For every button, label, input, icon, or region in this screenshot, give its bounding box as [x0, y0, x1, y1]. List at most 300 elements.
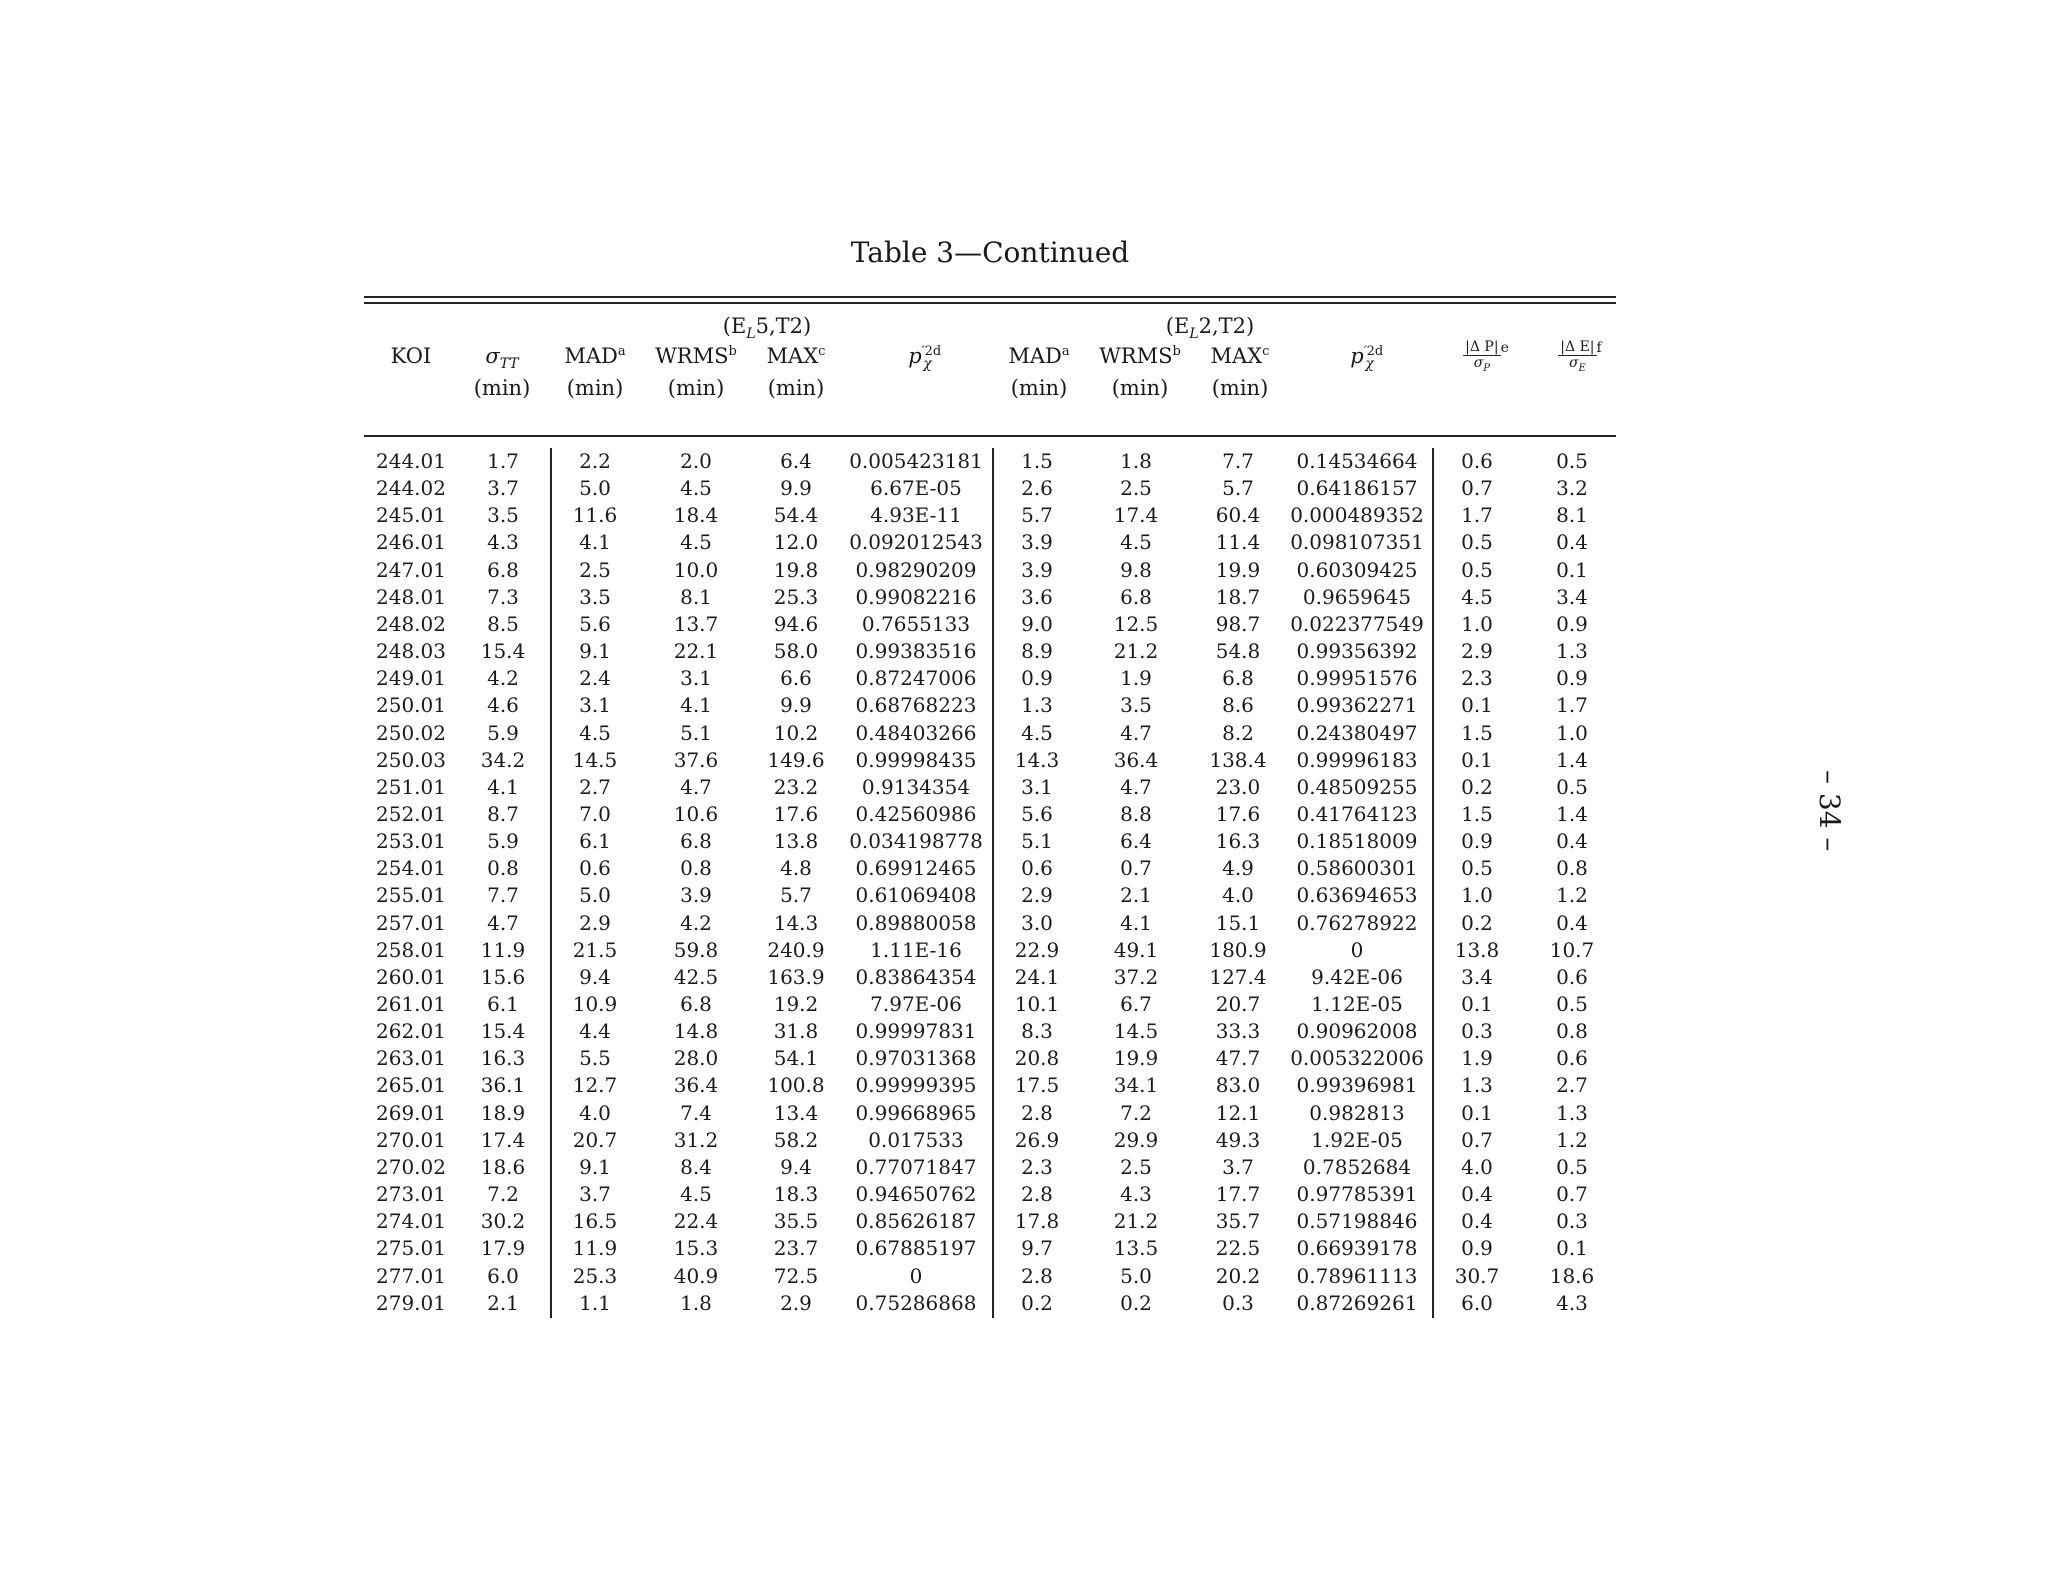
table-cell: 22.1: [673, 639, 719, 664]
table-cell: 4.0: [1222, 883, 1254, 908]
table-cell: 23.2: [773, 774, 819, 799]
table-cell: 248.01: [376, 584, 446, 609]
table-cell: 0.6: [579, 856, 611, 881]
table-cell: 6.8: [1120, 584, 1152, 609]
page-number: – 34 –: [1813, 770, 1846, 852]
table-cell: 30.7: [1454, 1263, 1500, 1288]
table-cell: 9.0: [1021, 611, 1053, 636]
top-rule: [364, 296, 1616, 298]
table-row: [0, 802, 2048, 829]
table-cell: 17.8: [1014, 1209, 1060, 1234]
table-cell: 23.7: [773, 1236, 819, 1261]
table-cell: 14.3: [1014, 747, 1060, 772]
header-max-1: MAX$^c$: [766, 344, 826, 368]
table-cell: 8.5: [487, 611, 519, 636]
table-cell: 5.5: [579, 1046, 611, 1071]
table-cell: 3.1: [680, 666, 712, 691]
table-cell: 16.3: [480, 1046, 526, 1071]
table-cell: 7.97E-06: [870, 992, 962, 1016]
table-cell: 100.8: [767, 1073, 825, 1098]
table-cell: 9.1: [579, 1154, 611, 1179]
table-row: [0, 992, 2048, 1019]
table-cell: 0.6: [1556, 964, 1588, 989]
table-cell: 0.5: [1461, 856, 1493, 881]
table-cell: 255.01: [376, 883, 446, 908]
table-cell: 94.6: [773, 611, 819, 636]
table-cell: 0.87247006: [855, 666, 977, 691]
table-cell: 98.7: [1215, 611, 1261, 636]
table-cell: 0.7: [1556, 1182, 1588, 1207]
table-row: [0, 965, 2048, 992]
table-cell: 0.9: [1556, 666, 1588, 691]
table-cell: 0.6: [1021, 856, 1053, 881]
table-cell: 3.6: [1021, 584, 1053, 609]
table-cell: 4.3: [487, 530, 519, 555]
table-cell: 0.99999395: [855, 1073, 977, 1098]
table-cell: 277.01: [376, 1263, 446, 1288]
table-cell: 0.6: [1461, 449, 1493, 473]
table-cell: 54.1: [773, 1046, 819, 1071]
table-cell: 4.1: [579, 530, 611, 555]
table-cell: 12.0: [773, 530, 819, 555]
table-row: [0, 558, 2048, 585]
table-cell: 58.2: [773, 1127, 819, 1152]
table-cell: 0.9134354: [861, 774, 971, 799]
table-cell: 0.092012543: [849, 530, 983, 555]
table-cell: 19.2: [773, 992, 819, 1016]
table-cell: 0.99997831: [855, 1019, 977, 1044]
table-cell: 8.9: [1021, 639, 1053, 664]
table-row: [0, 1209, 2048, 1236]
table-cell: 0.982813: [1309, 1100, 1405, 1125]
table-cell: 0.99383516: [855, 639, 977, 664]
table-cell: 0.85626187: [855, 1209, 977, 1234]
table-cell: 26.9: [1014, 1127, 1060, 1152]
table-cell: 0.99951576: [1296, 666, 1418, 691]
table-cell: 2.7: [1556, 1073, 1588, 1098]
table-cell: 9.9: [780, 693, 812, 718]
table-cell: 3.7: [487, 476, 519, 501]
table-cell: 10.7: [1549, 937, 1595, 962]
table-cell: 0.4: [1556, 829, 1588, 854]
table-cell: 13.8: [1454, 937, 1500, 962]
table-cell: 40.9: [673, 1263, 719, 1288]
table-cell: 4.2: [487, 666, 519, 691]
table-cell: 0.3: [1222, 1290, 1254, 1315]
table-cell: 3.9: [680, 883, 712, 908]
table-cell: 149.6: [767, 747, 825, 772]
table-cell: 5.6: [579, 611, 611, 636]
table-cell: 0.6: [1556, 1046, 1588, 1071]
table-cell: 9.8: [1120, 557, 1152, 582]
table-cell: 58.0: [773, 639, 819, 664]
table-cell: 6.4: [1120, 829, 1152, 854]
table-row: [0, 1019, 2048, 1046]
table-row: [0, 585, 2048, 612]
table-cell: 2.3: [1461, 666, 1493, 691]
table-cell: 3.2: [1556, 476, 1588, 501]
table-cell: 0.8: [1556, 856, 1588, 881]
table-cell: 37.2: [1113, 964, 1159, 989]
table-cell: 2.9: [780, 1290, 812, 1315]
table-row: [0, 639, 2048, 666]
table-cell: 0.8: [680, 856, 712, 881]
table-cell: 249.01: [376, 666, 446, 691]
table-cell: 2.8: [1021, 1182, 1053, 1207]
table-cell: 0.5: [1461, 530, 1493, 555]
table-cell: 5.0: [579, 476, 611, 501]
table-cell: 1.1: [579, 1290, 611, 1315]
table-cell: 4.5: [1461, 584, 1493, 609]
table-cell: 10.0: [673, 557, 719, 582]
table-cell: 31.8: [773, 1019, 819, 1044]
table-cell: 18.9: [480, 1100, 526, 1125]
table-cell: 5.7: [780, 883, 812, 908]
header-p-chi-1: $p^{'2d}_\chi$: [908, 344, 942, 373]
table-cell: 2.8: [1021, 1100, 1053, 1125]
table-cell: 0.017533: [868, 1127, 964, 1152]
table-cell: 33.3: [1215, 1019, 1261, 1044]
table-cell: 4.5: [680, 476, 712, 501]
table-row: [0, 612, 2048, 639]
table-cell: 35.5: [773, 1209, 819, 1234]
table-cell: 36.4: [1113, 747, 1159, 772]
table-cell: 261.01: [376, 992, 446, 1016]
table-cell: 49.3: [1215, 1127, 1261, 1152]
table-cell: 0.99362271: [1296, 693, 1418, 718]
table-cell: 0.7: [1120, 856, 1152, 881]
table-cell: 0.64186157: [1296, 476, 1418, 501]
table-cell: 12.1: [1215, 1100, 1261, 1125]
table-row: [0, 1073, 2048, 1100]
table-cell: 0.5: [1556, 1154, 1588, 1179]
table-cell: 2.1: [487, 1290, 519, 1315]
table-cell: 54.4: [773, 503, 819, 528]
table-row: [0, 449, 2048, 476]
table-cell: 2.7: [579, 774, 611, 799]
table-cell: 244.02: [376, 476, 446, 501]
table-cell: 6.7: [1120, 992, 1152, 1016]
table-cell: 0.99998435: [855, 747, 977, 772]
table-cell: 3.7: [579, 1182, 611, 1207]
header-wrms-2: WRMS$^b$: [1099, 344, 1181, 368]
header-mad-2: MAD$^a$: [1008, 344, 1070, 368]
table-cell: 60.4: [1215, 503, 1261, 528]
table-cell: 7.2: [1120, 1100, 1152, 1125]
table-cell: 263.01: [376, 1046, 446, 1071]
table-cell: 4.7: [487, 910, 519, 935]
table-row: [0, 938, 2048, 965]
table-cell: 7.2: [487, 1182, 519, 1207]
table-cell: 17.5: [1014, 1073, 1060, 1098]
table-cell: 0.3: [1461, 1019, 1493, 1044]
unit-sigma: (min): [473, 376, 531, 400]
table-cell: 0.098107351: [1290, 530, 1424, 555]
table-cell: 4.5: [680, 1182, 712, 1207]
table-cell: 0: [1350, 937, 1364, 962]
table-cell: 49.1: [1113, 937, 1159, 962]
table-cell: 262.01: [376, 1019, 446, 1044]
table-cell: 1.9: [1461, 1046, 1493, 1071]
table-cell: 0.97785391: [1296, 1182, 1418, 1207]
table-cell: 4.8: [780, 856, 812, 881]
table-cell: 6.0: [487, 1263, 519, 1288]
unit-max-1: (min): [767, 376, 825, 400]
table-cell: 2.9: [1021, 883, 1053, 908]
table-cell: 37.6: [673, 747, 719, 772]
table-cell: 8.8: [1120, 801, 1152, 826]
table-cell: 2.9: [579, 910, 611, 935]
table-cell: 0.97031368: [855, 1046, 977, 1071]
table-cell: 7.3: [487, 584, 519, 609]
table-cell: 4.5: [1120, 530, 1152, 555]
table-cell: 4.2: [680, 910, 712, 935]
table-cell: 8.3: [1021, 1019, 1053, 1044]
table-cell: 4.0: [1461, 1154, 1493, 1179]
table-cell: 1.5: [1021, 449, 1053, 473]
table-cell: 127.4: [1209, 964, 1267, 989]
table-row: [0, 503, 2048, 530]
table-cell: 0.41764123: [1296, 801, 1418, 826]
table-cell: 1.11E-16: [870, 937, 962, 962]
table-cell: 0.7: [1461, 1127, 1493, 1152]
table-cell: 72.5: [773, 1263, 819, 1288]
table-row: [0, 693, 2048, 720]
table-cell: 14.5: [572, 747, 618, 772]
table-cell: 275.01: [376, 1236, 446, 1261]
table-cell: 1.4: [1556, 747, 1588, 772]
table-cell: 83.0: [1215, 1073, 1261, 1098]
table-cell: 0.9: [1556, 611, 1588, 636]
table-cell: 7.7: [487, 883, 519, 908]
table-cell: 0.4: [1556, 910, 1588, 935]
table-cell: 5.7: [1021, 503, 1053, 528]
table-cell: 4.5: [1021, 720, 1053, 745]
table-cell: 270.01: [376, 1127, 446, 1152]
table-cell: 4.7: [680, 774, 712, 799]
table-cell: 22.5: [1215, 1236, 1261, 1261]
group-header-el5: $(E_L5,T2)$: [722, 314, 812, 343]
table-cell: 0.005423181: [849, 449, 983, 473]
table-cell: 1.8: [680, 1290, 712, 1315]
table-cell: 9.9: [780, 476, 812, 501]
table-cell: 247.01: [376, 557, 446, 582]
table-cell: 0.94650762: [855, 1182, 977, 1207]
table-cell: 35.7: [1215, 1209, 1261, 1234]
table-cell: 31.2: [673, 1127, 719, 1152]
table-cell: 17.4: [480, 1127, 526, 1152]
table-cell: 0.8: [487, 856, 519, 881]
table-cell: 6.8: [680, 829, 712, 854]
top-rule-double: [364, 302, 1616, 304]
table-cell: 4.0: [579, 1100, 611, 1125]
table-row: [0, 1101, 2048, 1128]
table-cell: 20.7: [1215, 992, 1261, 1016]
table-cell: 6.0: [1461, 1290, 1493, 1315]
table-cell: 11.4: [1215, 530, 1261, 555]
table-cell: 20.7: [572, 1127, 618, 1152]
table-cell: 0.68768223: [855, 693, 977, 718]
table-cell: 9.4: [780, 1154, 812, 1179]
table-cell: 18.3: [773, 1182, 819, 1207]
header-mad-1: MAD$^a$: [564, 344, 626, 368]
table-row: [0, 666, 2048, 693]
table-cell: 11.9: [572, 1236, 618, 1261]
table-cell: 9.42E-06: [1311, 964, 1403, 989]
table-cell: 17.6: [1215, 801, 1261, 826]
table-cell: 18.4: [673, 503, 719, 528]
table-cell: 1.5: [1461, 801, 1493, 826]
table-cell: 0.000489352: [1290, 503, 1424, 528]
table-cell: 4.5: [579, 720, 611, 745]
table-cell: 138.4: [1209, 747, 1267, 772]
table-cell: 19.9: [1113, 1046, 1159, 1071]
table-cell: 0.5: [1556, 774, 1588, 799]
table-cell: 240.9: [767, 937, 825, 962]
table-cell: 17.4: [1113, 503, 1159, 528]
table-cell: 2.5: [579, 557, 611, 582]
table-cell: 16.5: [572, 1209, 618, 1234]
table-cell: 0.1: [1461, 693, 1493, 718]
table-cell: 5.0: [1120, 1263, 1152, 1288]
table-cell: 0.7: [1461, 476, 1493, 501]
table-cell: 246.01: [376, 530, 446, 555]
table-cell: 2.5: [1120, 1154, 1152, 1179]
table-cell: 1.5: [1461, 720, 1493, 745]
table-cell: 7.4: [680, 1100, 712, 1125]
table-cell: 0.66939178: [1296, 1236, 1418, 1261]
table-cell: 0.24380497: [1296, 720, 1418, 745]
table-cell: 21.5: [572, 937, 618, 962]
table-cell: 245.01: [376, 503, 446, 528]
table-cell: 3.5: [487, 503, 519, 528]
table-cell: 0.57198846: [1296, 1209, 1418, 1234]
table-cell: 2.5: [1120, 476, 1152, 501]
table-cell: 17.7: [1215, 1182, 1261, 1207]
table-cell: 1.4: [1556, 801, 1588, 826]
table-cell: 13.7: [673, 611, 719, 636]
table-cell: 6.8: [680, 992, 712, 1016]
table-cell: 4.1: [1120, 910, 1152, 935]
table-cell: 25.3: [773, 584, 819, 609]
table-cell: 0.83864354: [855, 964, 977, 989]
table-cell: 4.3: [1556, 1290, 1588, 1315]
table-cell: 252.01: [376, 801, 446, 826]
table-cell: 0.5: [1461, 557, 1493, 582]
header-delta-p: $\frac{\text{|Δ P|}}{\sigma_P}$ $^e$: [1465, 339, 1509, 374]
table-cell: 0.4: [1461, 1209, 1493, 1234]
table-cell: 6.4: [780, 449, 812, 473]
table-cell: 0.99996183: [1296, 747, 1418, 772]
table-cell: 250.01: [376, 693, 446, 718]
table-cell: 257.01: [376, 910, 446, 935]
table-row: [0, 883, 2048, 910]
table-row: [0, 1155, 2048, 1182]
table-cell: 6.1: [579, 829, 611, 854]
table-cell: 0.1: [1461, 747, 1493, 772]
table-cell: 0.90962008: [1296, 1019, 1418, 1044]
table-cell: 3.0: [1021, 910, 1053, 935]
table-row: [0, 748, 2048, 775]
table-cell: 8.1: [1556, 503, 1588, 528]
table-cell: 11.9: [480, 937, 526, 962]
table-cell: 10.1: [1014, 992, 1060, 1016]
table-cell: 10.9: [572, 992, 618, 1016]
unit-wrms-2: (min): [1111, 376, 1169, 400]
table-cell: 15.6: [480, 964, 526, 989]
table-cell: 0.2: [1120, 1290, 1152, 1315]
table-cell: 0.99396981: [1296, 1073, 1418, 1098]
table-row: [0, 1291, 2048, 1318]
table-cell: 13.8: [773, 829, 819, 854]
table-cell: 14.8: [673, 1019, 719, 1044]
table-cell: 244.01: [376, 449, 446, 473]
table-cell: 28.0: [673, 1046, 719, 1071]
table-cell: 10.6: [673, 801, 719, 826]
table-cell: 8.1: [680, 584, 712, 609]
table-cell: 180.9: [1209, 937, 1267, 962]
table-cell: 6.67E-05: [870, 476, 962, 501]
table-cell: 1.8: [1120, 449, 1152, 473]
table-cell: 1.3: [1556, 1100, 1588, 1125]
table-cell: 0.9659645: [1302, 584, 1412, 609]
table-cell: 8.6: [1222, 693, 1254, 718]
table-row: [0, 1046, 2048, 1073]
table-cell: 1.3: [1021, 693, 1053, 718]
table-cell: 1.7: [487, 449, 519, 473]
table-cell: 0.99356392: [1296, 639, 1418, 664]
table-cell: 20.2: [1215, 1263, 1261, 1288]
table-cell: 36.1: [480, 1073, 526, 1098]
header-max-2: MAX$^c$: [1210, 344, 1270, 368]
table-cell: 0.42560986: [855, 801, 977, 826]
table-cell: 1.7: [1556, 693, 1588, 718]
table-cell: 0.2: [1461, 910, 1493, 935]
table-row: [0, 476, 2048, 503]
table-cell: 2.0: [680, 449, 712, 473]
table-row: [0, 911, 2048, 938]
table-cell: 250.03: [376, 747, 446, 772]
table-cell: 0.1: [1556, 557, 1588, 582]
table-cell: 16.3: [1215, 829, 1261, 854]
table-cell: 273.01: [376, 1182, 446, 1207]
table-cell: 21.2: [1113, 1209, 1159, 1234]
table-cell: 23.0: [1215, 774, 1261, 799]
table-cell: 0.60309425: [1296, 557, 1418, 582]
table-cell: 0.18518009: [1296, 829, 1418, 854]
table-cell: 6.6: [780, 666, 812, 691]
table-cell: 0.9: [1461, 1236, 1493, 1261]
table-cell: 29.9: [1113, 1127, 1159, 1152]
table-cell: 4.5: [680, 530, 712, 555]
table-cell: 7.7: [1222, 449, 1254, 473]
table-cell: 42.5: [673, 964, 719, 989]
table-cell: 0.75286868: [855, 1290, 977, 1315]
table-cell: 0.77071847: [855, 1154, 977, 1179]
table-row: [0, 721, 2048, 748]
table-cell: 30.2: [480, 1209, 526, 1234]
header-wrms-1: WRMS$^b$: [655, 344, 737, 368]
table-cell: 13.4: [773, 1100, 819, 1125]
table-cell: 258.01: [376, 937, 446, 962]
table-row: [0, 1264, 2048, 1291]
table-cell: 20.8: [1014, 1046, 1060, 1071]
table-cell: 0.78961113: [1296, 1263, 1418, 1288]
table-cell: 0.034198778: [849, 829, 983, 854]
table-cell: 0.005322006: [1290, 1046, 1424, 1071]
unit-wrms-1: (min): [667, 376, 725, 400]
table-cell: 3.5: [1120, 693, 1152, 718]
